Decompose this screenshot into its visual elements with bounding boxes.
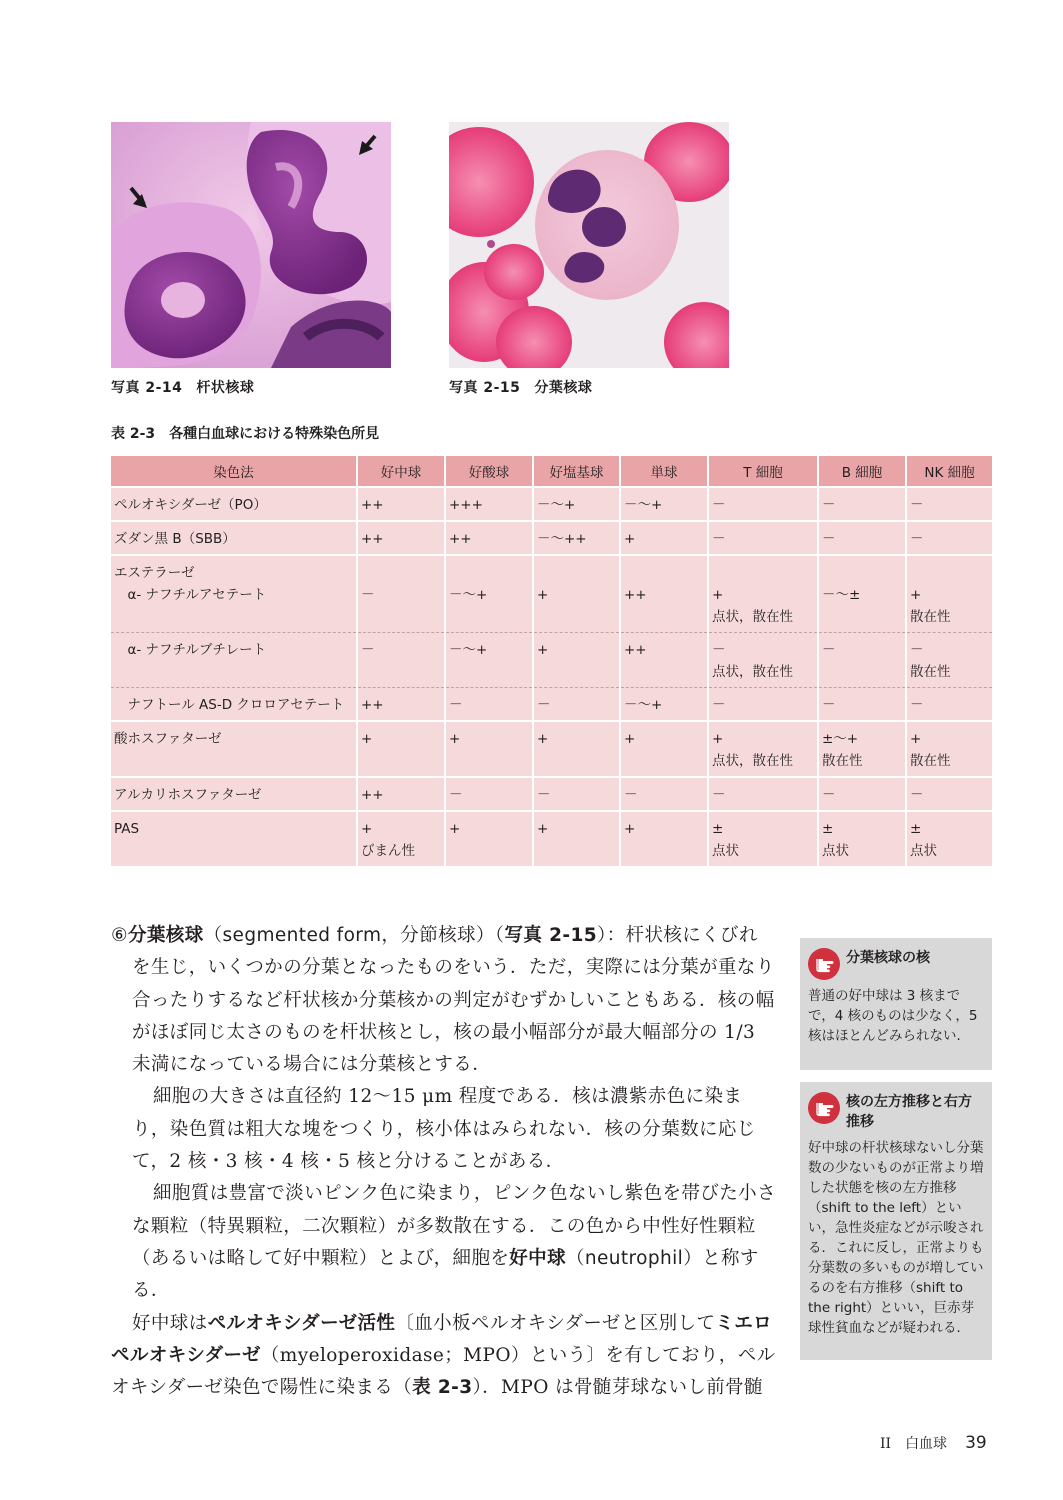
- cell-value: [624, 562, 703, 584]
- paragraph-text: 細胞質は豊富で淡いピンク色に染まり，ピンク色ないし紫色を帯びた小さな顆粒（特異顆粒，二次顆粒）が多数散在する．この色から中性好性顆粒（あるいは略して好中顆粒）とよび，細胞を: [132, 1183, 776, 1269]
- cell-value: びまん性: [361, 843, 415, 859]
- cell-eosinophil: [445, 633, 533, 688]
- paragraph-cell-size: 細胞の大きさは直径約 12～15 μm 程度である．核は濃紫赤色に染まり，染色質は粗大な塊をつくり，核小体はみられない．核の分葉数に応じて，2 核・3 核・4 核・5 核と分けることがある．: [132, 1086, 756, 1173]
- cell-value: +: [537, 587, 549, 603]
- paragraph-text: （myeloperoxidase；MPO）という〕を有しており，ペルオキシダーゼ染色で陽性に染まる（: [111, 1344, 776, 1399]
- cell-neutrophil: [357, 721, 445, 777]
- cell-b-cell: [818, 777, 906, 811]
- cell-t-cell: [708, 688, 818, 722]
- note-title: 分葉核球の核: [846, 950, 930, 966]
- note-body: 普通の好中球は 3 核までで，4 核のものは少なく，5 核はほとんどみられない．: [808, 988, 978, 1044]
- cell-monocyte: [620, 633, 708, 688]
- table-header-row: [111, 456, 992, 487]
- cell-value: ++: [361, 497, 384, 513]
- caption-title: 分葉核球: [534, 380, 593, 396]
- header-b-cell: B 細胞: [818, 456, 906, 487]
- cell-value: ++: [361, 697, 384, 713]
- cell-basophil: [533, 811, 620, 866]
- cell-value: －: [822, 697, 836, 713]
- cell-value: －: [449, 787, 463, 803]
- side-note-segment-nucleus: [800, 938, 992, 1070]
- table-row: [111, 555, 992, 633]
- paragraph-cytoplasm: [111, 1178, 776, 1307]
- cell-nk-cell: [906, 633, 992, 688]
- cell-t-cell: [708, 721, 818, 777]
- cell-b-cell: [818, 721, 906, 777]
- cell-eosinophil: [445, 777, 533, 811]
- paragraph-text: ：杆状核にくびれを生じ，いくつかの分葉となったものをいう．ただ，実際には分葉が重なり合ったりするなど杆状核か分葉核かの判定がむずかしいこともある．核の幅がほぼ同じ太さのものを杆状核とし，核の最小幅部分が最大幅部分の 1/3 未満になっている場合には分葉核とする．: [132, 925, 775, 1076]
- cell-value: ++: [624, 642, 647, 658]
- cell-t-cell: [708, 555, 818, 633]
- header-neutrophil: 好中球: [357, 456, 445, 487]
- cell-value: 散在性: [910, 753, 951, 769]
- photo-segmented-neutrophil: [449, 122, 729, 368]
- cell-value: －: [712, 497, 726, 513]
- cell-eosinophil: [445, 555, 533, 633]
- cell-basophil: [533, 555, 620, 633]
- cell-neutrophil: [357, 633, 445, 688]
- cell-b-cell: [818, 487, 906, 521]
- cell-value: 点状，散在性: [712, 609, 793, 625]
- cell-value: －: [712, 531, 726, 547]
- table-reference: 表 2-3: [412, 1377, 473, 1399]
- cell-value: +: [712, 587, 724, 603]
- stain-findings-table: [111, 456, 992, 866]
- table-row: [111, 688, 992, 722]
- cell-value: ++: [624, 587, 647, 603]
- cell-monocyte: [620, 555, 708, 633]
- header-eosinophil: 好酸球: [445, 456, 533, 487]
- cell-eosinophil: [445, 721, 533, 777]
- method-line: ズダン黒 B（SBB）: [114, 531, 236, 547]
- cell-value: +: [537, 642, 549, 658]
- cell-value: －: [822, 497, 836, 513]
- cell-neutrophil: [357, 555, 445, 633]
- paragraph-text: ）．MPO は骨髄芽球ないし前骨髄: [472, 1377, 763, 1399]
- paragraph-text: 好中球は: [132, 1312, 208, 1334]
- cell-value: －～+: [624, 497, 663, 513]
- cell-nk-cell: [906, 487, 992, 521]
- cell-eosinophil: [445, 688, 533, 722]
- cell-value: [449, 562, 528, 584]
- cell-neutrophil: [357, 777, 445, 811]
- method-line: エステラーゼ: [114, 565, 195, 581]
- cell-method: [111, 688, 357, 722]
- caption-label: 写真 2-14: [111, 380, 183, 396]
- table-row: [111, 633, 992, 688]
- cell-method: [111, 555, 357, 633]
- term-english: （segmented form，分節核球）（: [203, 925, 505, 946]
- cell-method: [111, 777, 357, 811]
- cell-value: －: [910, 787, 924, 803]
- page-number: 39: [965, 1433, 987, 1453]
- paragraph-peroxidase: [111, 1308, 776, 1405]
- cell-nk-cell: [906, 555, 992, 633]
- cell-value: ±～+: [822, 731, 859, 747]
- method-line: PAS: [114, 821, 140, 837]
- cell-value: －: [822, 531, 836, 547]
- cell-nk-cell: [906, 688, 992, 722]
- cell-t-cell: [708, 777, 818, 811]
- term-myeloperoxidase: ミエロペルオキシダーゼ: [111, 1312, 773, 1366]
- cell-value: 散在性: [910, 609, 951, 625]
- cell-value: [822, 562, 901, 584]
- cell-value: +: [537, 731, 549, 747]
- cell-method: [111, 721, 357, 777]
- cell-value: －～+: [537, 497, 576, 513]
- cell-eosinophil: [445, 811, 533, 866]
- cell-method: [111, 521, 357, 555]
- cell-value: 散在性: [822, 753, 863, 769]
- cell-value: +: [361, 731, 373, 747]
- item-number: ⑥: [111, 925, 128, 946]
- cell-value: －: [361, 587, 375, 603]
- table-row: [111, 721, 992, 777]
- cell-monocyte: [620, 521, 708, 555]
- paragraph-segmented-form: [111, 920, 776, 1081]
- photo-caption-2-14: [111, 377, 254, 397]
- cell-monocyte: [620, 721, 708, 777]
- method-line: アルカリホスファターゼ: [114, 787, 262, 803]
- table-title: 表 2-3 各種白血球における特殊染色所見: [111, 426, 380, 442]
- cell-value: 散在性: [910, 664, 951, 680]
- term-segmented: 分葉核球: [128, 925, 204, 946]
- cell-value: +: [624, 531, 636, 547]
- caption-label: 写真 2-15: [449, 380, 521, 396]
- cell-basophil: [533, 777, 620, 811]
- note-body: 好中球の杆状核球ないし分葉数の少ないものが正常より増した状態を核の左方推移（shift to the left）といい，急性炎症などが示唆される．これに反し，正常よりも分葉数の多いものが増しているのを右方推移（shift to the right）といい，巨赤芽球性貧血などが疑われる．: [808, 1140, 984, 1336]
- cell-basophil: [533, 721, 620, 777]
- cell-value: －: [910, 697, 924, 713]
- cell-value: +: [449, 821, 461, 837]
- note-title: 核の左方推移と右方推移: [846, 1094, 972, 1130]
- cell-neutrophil: [357, 811, 445, 866]
- cell-value: 点状，散在性: [712, 664, 793, 680]
- cell-value: －: [537, 697, 551, 713]
- cell-b-cell: [818, 555, 906, 633]
- method-line: α- ナフチルブチレート: [114, 642, 267, 658]
- cell-neutrophil: [357, 487, 445, 521]
- cell-b-cell: [818, 633, 906, 688]
- cell-value: +++: [449, 497, 483, 513]
- cell-value: －: [712, 697, 726, 713]
- cell-value: 点状，散在性: [712, 753, 793, 769]
- header-method: 染色法: [111, 456, 357, 487]
- cell-value: +: [624, 731, 636, 747]
- cell-value: 点状: [822, 843, 849, 859]
- cell-method: [111, 633, 357, 688]
- method-line: ペルオキシダーゼ（PO）: [114, 497, 267, 513]
- cell-value: －: [537, 787, 551, 803]
- cell-value: +: [361, 821, 373, 837]
- section-number: II: [880, 1436, 892, 1452]
- cell-eosinophil: [445, 521, 533, 555]
- cell-b-cell: [818, 811, 906, 866]
- cell-t-cell: [708, 521, 818, 555]
- paragraph-text: 〔血小板ペルオキシダーゼと区別して: [395, 1312, 716, 1334]
- header-basophil: 好塩基球: [533, 456, 620, 487]
- cell-value: －～++: [537, 531, 587, 547]
- cell-value: +: [537, 821, 549, 837]
- cell-value: [361, 562, 440, 584]
- method-line: 酸ホスファターゼ: [114, 731, 222, 747]
- table-row: [111, 487, 992, 521]
- cell-value: [910, 562, 988, 584]
- cell-value: +: [624, 821, 636, 837]
- cell-basophil: [533, 521, 620, 555]
- photo-band-neutrophil: [111, 122, 391, 368]
- cell-b-cell: [818, 688, 906, 722]
- cell-value: 点状: [910, 843, 937, 859]
- term-neutrophil: 好中球: [509, 1247, 566, 1269]
- cell-neutrophil: [357, 521, 445, 555]
- cell-neutrophil: [357, 688, 445, 722]
- cell-nk-cell: [906, 521, 992, 555]
- cell-basophil: [533, 633, 620, 688]
- chapter-title: 白血球: [905, 1436, 948, 1452]
- cell-basophil: [533, 688, 620, 722]
- cell-nk-cell: [906, 811, 992, 866]
- cell-value: [712, 562, 813, 584]
- cell-value: ±: [712, 821, 724, 837]
- cell-value: －: [361, 642, 375, 658]
- cell-t-cell: [708, 633, 818, 688]
- cell-value: －: [910, 642, 924, 658]
- cell-value: －: [449, 697, 463, 713]
- cell-method: [111, 487, 357, 521]
- cell-value: ++: [361, 787, 384, 803]
- pointing-hand-icon: [808, 1092, 840, 1124]
- header-nk-cell: NK 細胞: [906, 456, 992, 487]
- header-t-cell: T 細胞: [708, 456, 818, 487]
- term-english: （neutrophil）と称する．: [132, 1247, 759, 1302]
- cell-value: －～+: [449, 642, 488, 658]
- method-line: α- ナフチルアセテート: [114, 587, 267, 603]
- cell-value: －: [822, 642, 836, 658]
- header-monocyte: 単球: [620, 456, 708, 487]
- cell-t-cell: [708, 811, 818, 866]
- photo-caption-2-15: [449, 377, 592, 397]
- photo-reference: 写真 2-15: [504, 925, 597, 946]
- cell-nk-cell: [906, 721, 992, 777]
- cell-eosinophil: [445, 487, 533, 521]
- caption-title: 杆状核球: [196, 380, 255, 396]
- cell-t-cell: [708, 487, 818, 521]
- cell-value: －: [712, 642, 726, 658]
- cell-value: +: [712, 731, 724, 747]
- cell-value: 点状: [712, 843, 739, 859]
- cell-value: +: [910, 731, 922, 747]
- cell-value: ±: [910, 821, 922, 837]
- cell-value: －～±: [822, 587, 861, 603]
- cell-monocyte: [620, 688, 708, 722]
- cell-nk-cell: [906, 777, 992, 811]
- cell-value: －: [712, 787, 726, 803]
- cell-value: ++: [361, 531, 384, 547]
- cell-method: [111, 811, 357, 866]
- cell-value: +: [449, 731, 461, 747]
- cell-value: －: [624, 787, 638, 803]
- cell-value: －～+: [449, 587, 488, 603]
- page-footer: [880, 1433, 987, 1453]
- cell-monocyte: [620, 487, 708, 521]
- cell-value: +: [910, 587, 922, 603]
- table-row: [111, 811, 992, 866]
- pointing-hand-icon: [808, 948, 840, 980]
- cell-value: －: [822, 787, 836, 803]
- cell-value: ±: [822, 821, 834, 837]
- cell-b-cell: [818, 521, 906, 555]
- table-row: [111, 777, 992, 811]
- cell-monocyte: [620, 777, 708, 811]
- cell-value: －: [910, 531, 924, 547]
- cell-value: [537, 562, 615, 584]
- body-text: [111, 920, 776, 1404]
- term-peroxidase-activity: ペルオキシダーゼ活性: [207, 1312, 396, 1334]
- cell-value: ++: [449, 531, 472, 547]
- cell-monocyte: [620, 811, 708, 866]
- paren-close: ）: [597, 925, 607, 946]
- cell-value: －: [910, 497, 924, 513]
- table-row: [111, 521, 992, 555]
- side-note-shift-left-right: [800, 1082, 992, 1360]
- cell-value: －～+: [624, 697, 663, 713]
- cell-basophil: [533, 487, 620, 521]
- method-line: ナフトール AS-D クロロアセテート: [114, 697, 345, 713]
